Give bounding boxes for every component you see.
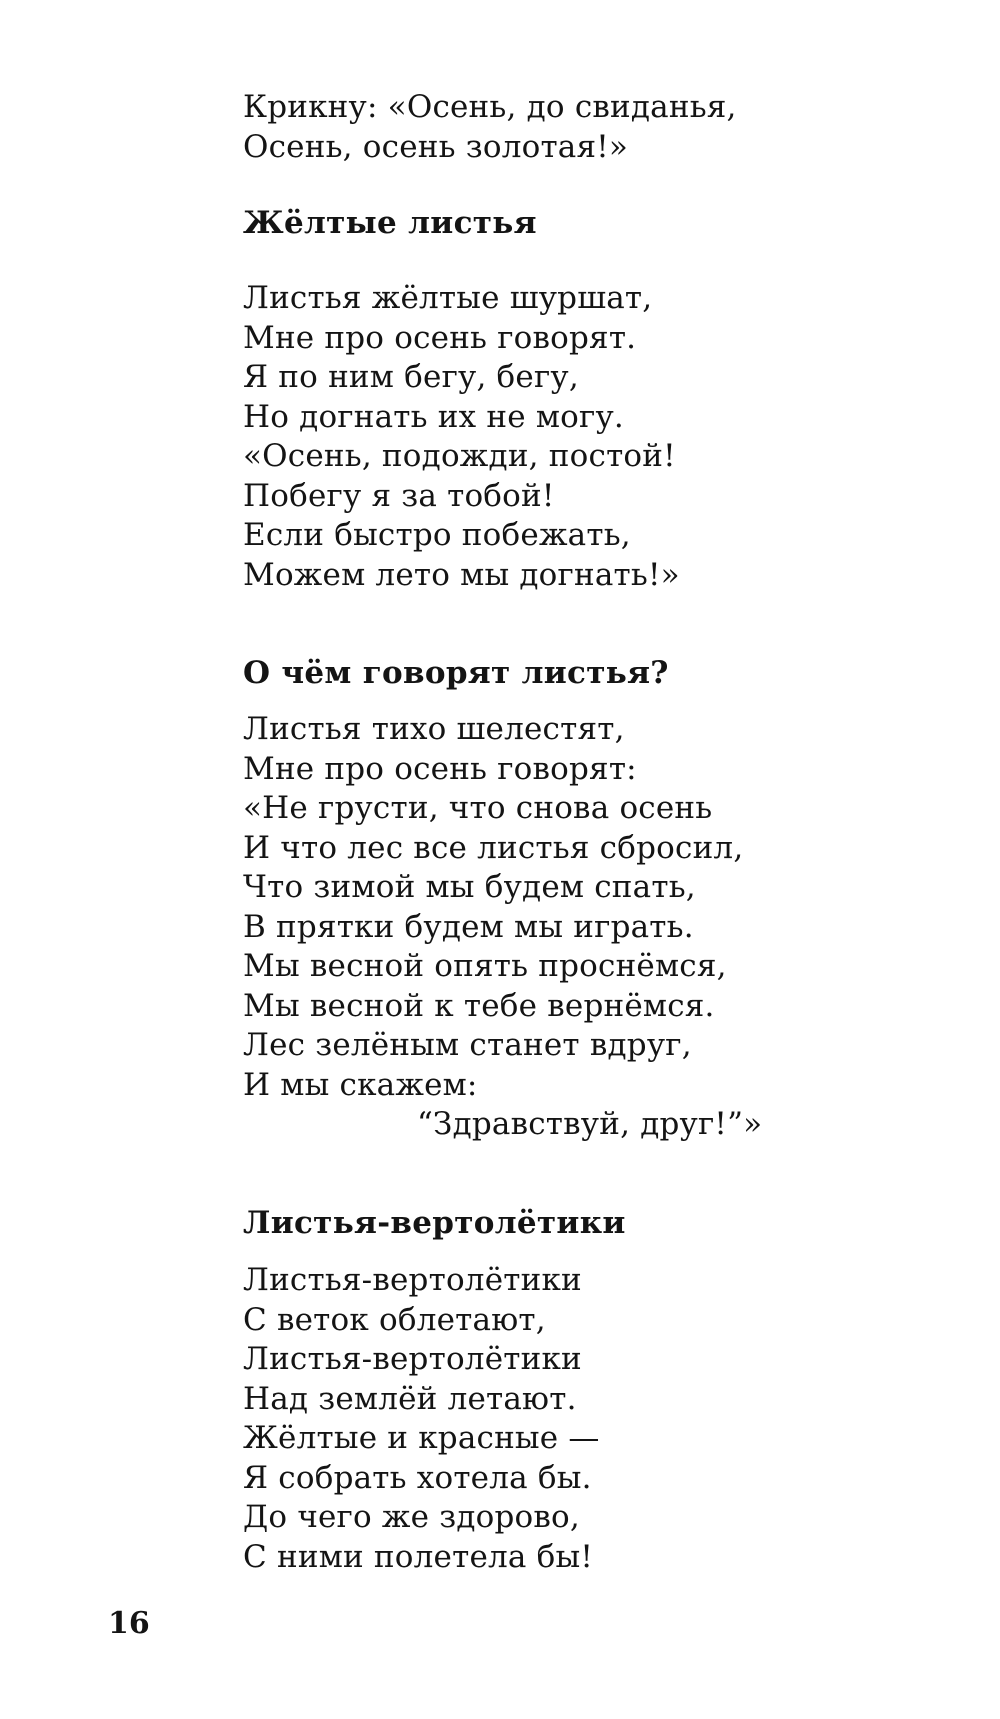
poem-line: «Осень, подожди, постой! (243, 438, 676, 474)
poem-body (243, 1261, 600, 1577)
poem-line: Крикну: «Осень, до свиданья, (243, 89, 737, 125)
poem-line-indented: “Здравствуй, друг!”» (417, 1106, 763, 1142)
poem-title: О чём говорят листья? (243, 655, 669, 691)
poem-line: С ними полетела бы! (243, 1538, 594, 1575)
poem-line: В прятки будем мы играть. (243, 908, 694, 945)
poem-line: Что зимой мы будем спать, (243, 869, 696, 905)
poem-line: Если быстро побежать, (243, 517, 631, 553)
poem-line: Мы весной опять проснёмся, (243, 948, 727, 984)
poem-what-leaves-say (243, 653, 669, 693)
poem-line: «Не грусти, что снова осень (243, 790, 713, 826)
poem-line: Мне про осень говорят: (243, 750, 637, 787)
poem-line: Листья тихо шелестят, (243, 711, 625, 747)
poem-line: Лес зелёным станет вдруг, (243, 1027, 692, 1063)
poem-line: Над землёй летают. (243, 1380, 577, 1417)
intro-stanza (243, 88, 737, 167)
poem-line: Жёлтые и красные — (243, 1420, 600, 1456)
poem-line: Я собрать хотела бы. (243, 1459, 592, 1496)
poem-line: Осень, осень золотая!» (243, 128, 629, 165)
poem-line: Листья жёлтые шуршат, (243, 280, 653, 316)
poem-line: И что лес все листья сбросил, (243, 829, 744, 866)
poem-line: Я по ним бегу, бегу, (243, 359, 579, 395)
poem-line: До чего же здорово, (243, 1499, 580, 1535)
poem-line: Листья-вертолётики (243, 1341, 582, 1377)
poem-line: С веток облетают, (243, 1301, 546, 1338)
poem-line: Побегу я за тобой! (243, 477, 555, 514)
poem-line: И мы скажем: (243, 1066, 478, 1103)
poem-line: Можем лето мы догнать!» (243, 556, 680, 593)
poem-body (243, 710, 762, 1145)
poem-line: Листья-вертолётики (243, 1262, 582, 1298)
poem-line: Но догнать их не могу. (243, 398, 624, 435)
poem-line: Мне про осень говорят. (243, 319, 637, 356)
poem-title: Жёлтые листья (243, 205, 537, 241)
poem-helicopter-leaves (243, 1203, 626, 1243)
page-number: 16 (108, 1606, 150, 1641)
poem-title: Листья-вертолётики (243, 1205, 626, 1241)
poem-line: Мы весной к тебе вернёмся. (243, 987, 715, 1024)
poem-yellow-leaves (243, 203, 537, 243)
poem-body (243, 279, 680, 595)
